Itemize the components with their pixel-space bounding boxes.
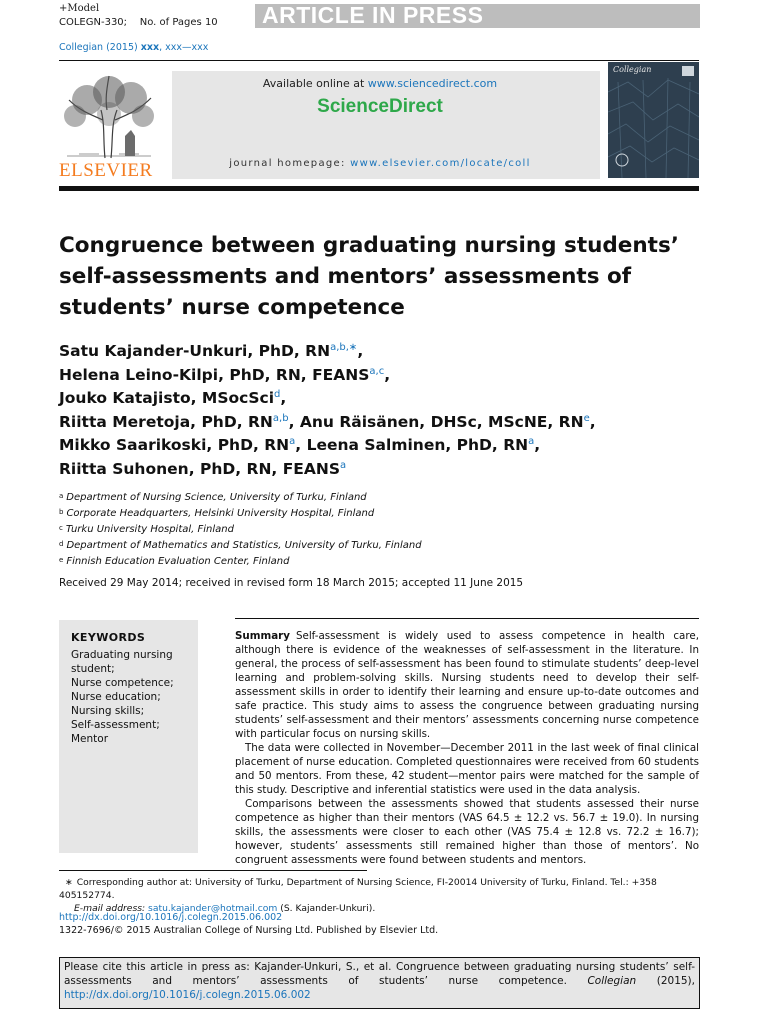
affiliation-letter: a bbox=[59, 492, 64, 500]
author-affiliation-marker[interactable]: a bbox=[340, 459, 347, 471]
author-separator: , bbox=[288, 412, 300, 431]
affiliation-text: Department of Mathematics and Statistics, University of Turku, Finland bbox=[66, 540, 422, 551]
abstract-rule bbox=[235, 618, 699, 619]
article-reference: COLEGN-330; No. of Pages 10 bbox=[59, 17, 218, 28]
author-separator: , bbox=[589, 412, 596, 431]
abstract bbox=[235, 629, 699, 867]
abstract-paragraph: Comparisons between the assessments showed that students assessed their nurse competence as higher than their mentors (VAS 64.5 ± 12.2 vs. 56.7 ± 19.0). In nursing skills, the assessments were closer to each other (VAS 75.4 ± 12.8 vs. 72.2 ± 16.7); however, students’ assessments still remained higher than those of mentors’. No congruent assessments were found between students and mentors. bbox=[235, 798, 699, 866]
author-line bbox=[59, 362, 699, 386]
author-name: Satu Kajander-Unkuri, PhD, RN bbox=[59, 342, 331, 360]
author-name: Riitta Meretoja, PhD, RN bbox=[59, 412, 273, 431]
author-name: Jouko Katajisto, MSocSci bbox=[59, 389, 275, 407]
summary-label: Summary bbox=[235, 630, 290, 642]
journal-citation-line[interactable] bbox=[59, 42, 208, 53]
received-dates: Received 29 May 2014; received in revised form 18 March 2015; accepted 11 June 2015 bbox=[59, 577, 524, 589]
abstract-text: Self-assessment is widely used to assess competence in health care, although there is evidence of the weaknesses of self-assessment in the literature. In general, the process of self-assessment has been found to stimulate students’ deep-level learning and problem-solving skills. Nursing students need to develop their self-assessment skills in order to identify their learning and ensure up-to-date outcomes and safe practice. This study aims to assess the congruence between graduating nursing students’ self-assessment and their mentors’ assessments concerning nurse competence with particular focus on nursing skills. bbox=[235, 630, 699, 740]
author-separator: , bbox=[295, 436, 307, 454]
keyword-item: Graduating nursing student; bbox=[71, 649, 173, 675]
keywords-heading: KEYWORDS bbox=[71, 631, 146, 644]
journal-cover-image bbox=[608, 62, 699, 178]
model-label: +Model bbox=[59, 3, 100, 14]
elsevier-wordmark: ELSEVIER bbox=[59, 160, 153, 181]
keyword-item: Nurse competence; bbox=[71, 677, 174, 689]
author-affiliation-marker[interactable]: a bbox=[289, 436, 296, 447]
footnote-rule bbox=[59, 870, 367, 871]
author-name: Riitta Suhonen, PhD, RN, FEANS bbox=[59, 459, 341, 478]
affiliation-text: Finnish Education Evaluation Center, Finland bbox=[66, 556, 290, 567]
available-online-line bbox=[172, 77, 588, 90]
author-list bbox=[59, 338, 699, 479]
journal-ref-volume: xxx bbox=[140, 42, 160, 53]
affiliation-item bbox=[59, 553, 699, 569]
corresponding-line bbox=[59, 876, 709, 902]
journal-homepage-link[interactable]: www.elsevier.com/locate/coll bbox=[350, 158, 531, 169]
citation-text bbox=[64, 960, 695, 1002]
affiliation-letter: b bbox=[59, 508, 64, 516]
affiliation-item bbox=[59, 489, 699, 505]
available-online-label: Available online at bbox=[262, 77, 368, 90]
author-line bbox=[59, 409, 699, 433]
journal-ref-pages: , xxx—xxx bbox=[159, 42, 209, 53]
copyright-line: 1322-7696/© 2015 Australian College of Nursing Ltd. Published by Elsevier Ltd. bbox=[59, 925, 439, 936]
affiliation-item bbox=[59, 505, 699, 521]
affiliation-letter: c bbox=[59, 524, 63, 532]
author-line bbox=[59, 338, 699, 362]
affiliation-item bbox=[59, 537, 699, 553]
email-label: E-mail address: bbox=[74, 903, 146, 914]
citation-doi-link[interactable]: http://dx.doi.org/10.1016/j.colegn.2015.06.002 bbox=[64, 989, 311, 1001]
article-title: Congruence between graduating nursing students’ self-assessments and mentors’ assessments of students’ nurse competence bbox=[59, 233, 679, 320]
journal-homepage-label: journal homepage: bbox=[229, 158, 351, 169]
keyword-item: Nurse education; bbox=[71, 691, 161, 703]
author-separator: , bbox=[280, 389, 287, 407]
author-name: Leena Salminen, PhD, RN bbox=[306, 436, 529, 454]
author-affiliation-marker[interactable]: a,b,∗ bbox=[330, 342, 358, 353]
author-line bbox=[59, 385, 699, 409]
citation-year: (2015), bbox=[636, 975, 695, 987]
email-link[interactable]: satu.kajander@hotmail.com bbox=[148, 903, 278, 914]
author-name: Mikko Saarikoski, PhD, RN bbox=[59, 436, 290, 454]
email-owner: (S. Kajander-Unkuri). bbox=[280, 903, 376, 914]
affiliation-text: Department of Nursing Science, University of Turku, Finland bbox=[66, 492, 367, 503]
citation-body: Please cite this article in press as: Kajander-Unkuri, S., et al. Congruence between graduating nursing students’ self-assessments and mentors’ assessments of students’ nurse competence. bbox=[64, 961, 695, 987]
affiliation-item bbox=[59, 521, 699, 537]
author-separator: , bbox=[357, 342, 364, 360]
affiliation-text: Corporate Headquarters, Helsinki University Hospital, Finland bbox=[66, 508, 375, 519]
keyword-item: Nursing skills; bbox=[71, 705, 145, 717]
keyword-item: Self-assessment; bbox=[71, 719, 160, 731]
banner-bottom-rule bbox=[59, 186, 699, 191]
author-separator: , bbox=[534, 436, 541, 454]
author-affiliation-marker[interactable]: a,c bbox=[369, 365, 385, 377]
footnote-marker: ∗ bbox=[65, 877, 73, 888]
journal-ref-pre: Collegian (2015) bbox=[59, 42, 141, 53]
author-name: Helena Leino-Kilpi, PhD, RN, FEANS bbox=[59, 365, 370, 384]
corresponding-text: Corresponding author at: University of Turku, Department of Nursing Science, FI-20014 University of Turku, Finland. Tel.: +358 405152774. bbox=[59, 877, 657, 901]
doi-link[interactable]: http://dx.doi.org/10.1016/j.colegn.2015.06.002 bbox=[59, 912, 283, 923]
affiliation-letter: e bbox=[59, 556, 64, 564]
corresponding-author-note bbox=[59, 876, 709, 915]
author-line bbox=[59, 456, 699, 480]
author-separator: , bbox=[384, 365, 391, 384]
author-affiliation-marker[interactable]: d bbox=[274, 389, 281, 400]
citation-box bbox=[59, 957, 700, 1009]
affiliation-text: Turku University Hospital, Finland bbox=[65, 524, 234, 535]
cover-title: Collegian bbox=[613, 65, 652, 74]
journal-homepage-line bbox=[172, 158, 588, 169]
keywords-list bbox=[71, 648, 193, 746]
article-in-press-text: ARTICLE IN PRESS bbox=[262, 2, 484, 28]
cover-pattern-icon bbox=[608, 62, 699, 178]
author-affiliation-marker[interactable]: a,b bbox=[272, 412, 289, 424]
author-affiliation-marker[interactable]: a bbox=[528, 436, 535, 447]
author-affiliation-marker[interactable]: e bbox=[583, 412, 590, 424]
keyword-item: Mentor bbox=[71, 733, 109, 745]
citation-journal: Collegian bbox=[587, 975, 637, 987]
abstract-paragraph bbox=[235, 629, 699, 741]
author-line bbox=[59, 432, 699, 456]
sciencedirect-logo: ScienceDirect bbox=[317, 96, 443, 117]
author-name: Anu Räisänen, DHSc, MScNE, RN bbox=[299, 412, 584, 431]
affiliation-letter: d bbox=[59, 540, 64, 548]
header-rule bbox=[59, 60, 699, 61]
abstract-paragraph: The data were collected in November—December 2011 in the last week of final clinical placement of nurse education. Completed questionnaires were received from 60 students and 50 mentors. From these, 42 student—mentor pairs were matched for the sample of this study. Descriptive and inferential statistics were used in the data analysis. bbox=[235, 742, 699, 796]
sciencedirect-link[interactable]: www.sciencedirect.com bbox=[367, 77, 498, 90]
affiliation-list bbox=[59, 489, 699, 569]
